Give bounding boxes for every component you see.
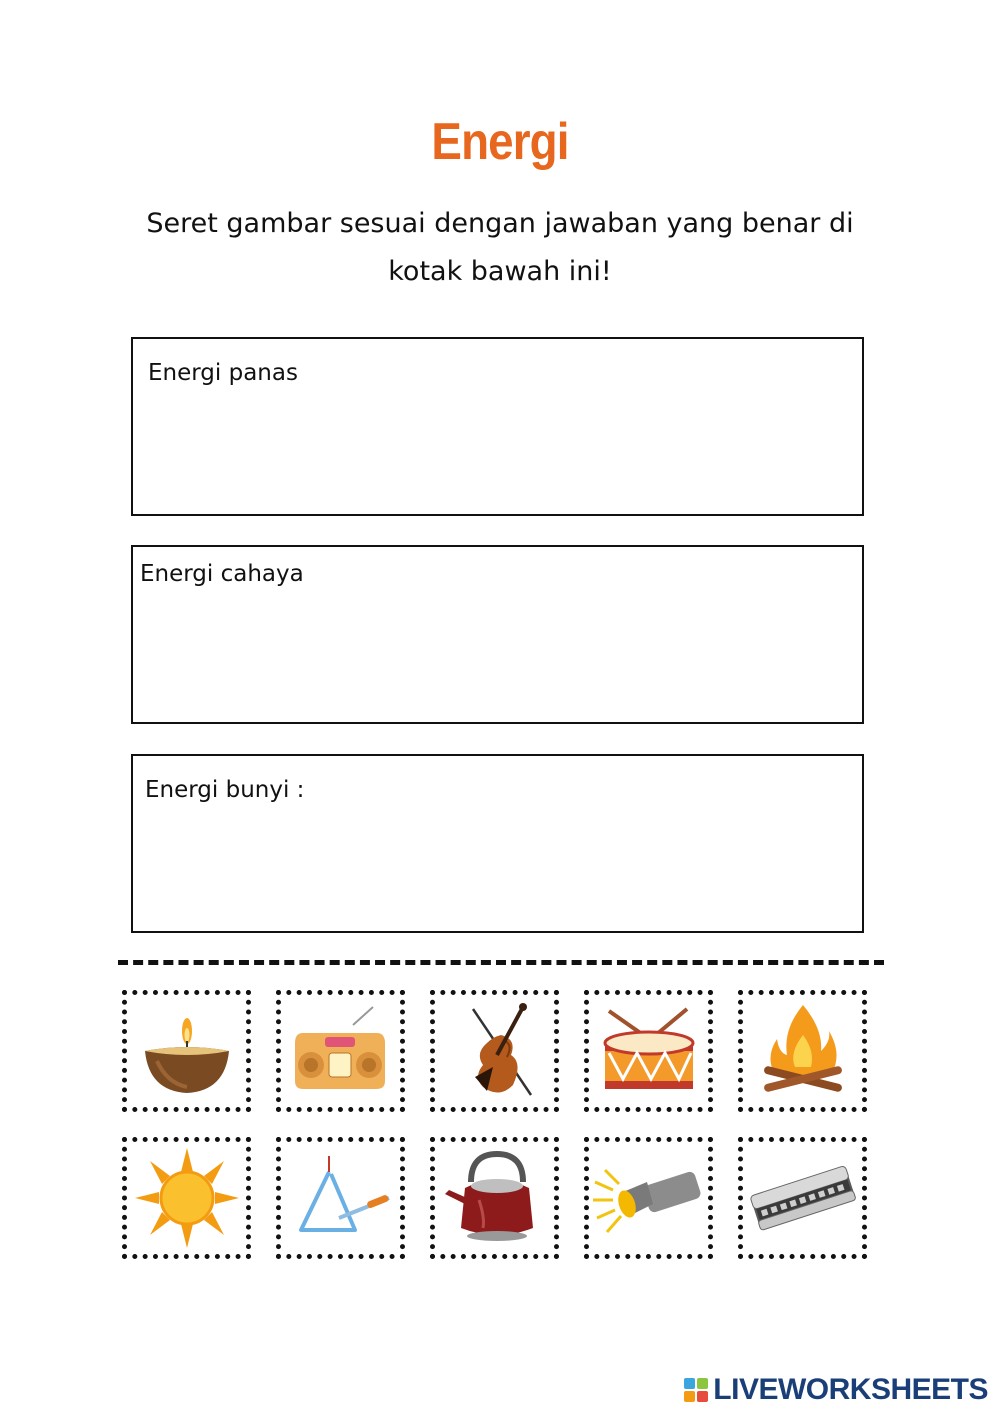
drag-card-triangle-instrument[interactable]	[276, 1137, 405, 1259]
page-title: Energi	[431, 113, 569, 171]
kettle-icon	[435, 1142, 554, 1254]
drag-card-kettle[interactable]	[430, 1137, 559, 1259]
liveworksheets-logo-icon	[683, 1377, 709, 1403]
instruction-line-1: Seret gambar sesuai dengan jawaban yang benar di	[146, 208, 854, 239]
drop-zone-label-light: Energi cahaya	[140, 561, 304, 587]
liveworksheets-brand	[683, 1370, 988, 1410]
drop-zone-label-sound: Energi bunyi :	[145, 777, 305, 803]
sun-icon	[127, 1142, 246, 1254]
radio-icon	[281, 995, 400, 1107]
drum-icon	[589, 995, 708, 1107]
instruction-text	[130, 200, 870, 296]
drag-card-sun[interactable]	[122, 1137, 251, 1259]
oil-lamp-icon	[127, 995, 246, 1107]
drag-card-violin[interactable]	[430, 990, 559, 1112]
drag-card-radio[interactable]	[276, 990, 405, 1112]
drop-zone-label-heat: Energi panas	[148, 360, 298, 386]
cut-line-divider	[118, 960, 884, 965]
brand-name: LIVEWORKSHEETS	[713, 1373, 988, 1406]
flashlight-icon	[589, 1142, 708, 1254]
triangle-instrument-icon	[281, 1142, 400, 1254]
campfire-icon	[743, 995, 862, 1107]
drag-card-oil-lamp[interactable]	[122, 990, 251, 1112]
drag-card-drum[interactable]	[584, 990, 713, 1112]
instruction-line-2: kotak bawah ini!	[388, 256, 612, 287]
violin-icon	[435, 995, 554, 1107]
harmonica-icon	[743, 1142, 862, 1254]
drag-card-harmonica[interactable]	[738, 1137, 867, 1259]
drag-card-campfire[interactable]	[738, 990, 867, 1112]
drag-card-flashlight[interactable]	[584, 1137, 713, 1259]
